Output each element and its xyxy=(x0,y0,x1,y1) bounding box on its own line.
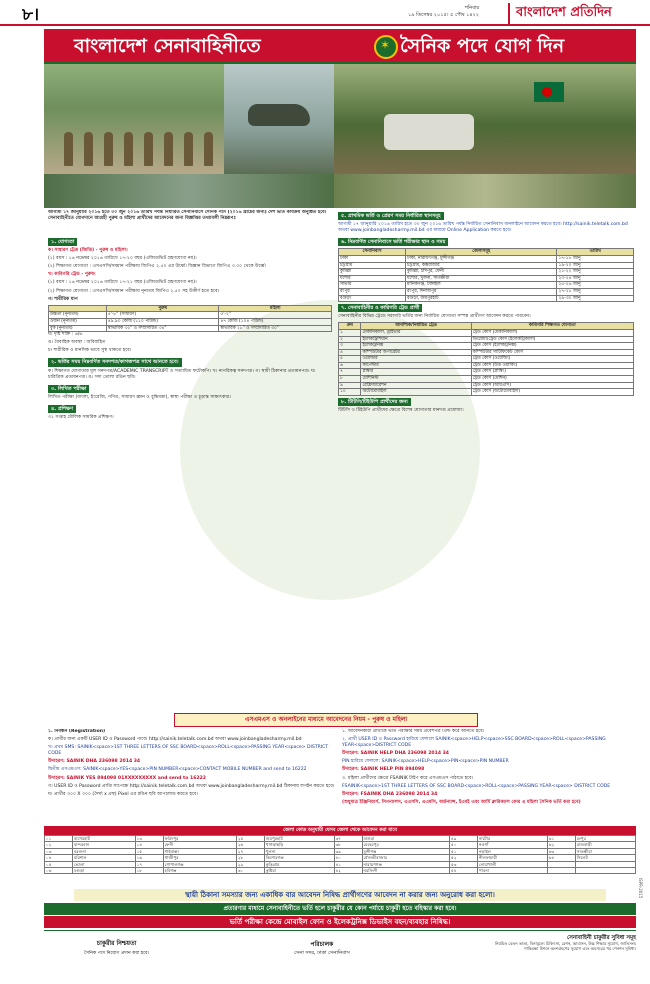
warning-duplicate-application: স্থায়ী ঠিকানা সমস্যার জন্য একাধিক বার আবেদন নিষিদ্ধ প্রার্থীগণের আবেদন না করার জন্য অনুরোধ করা হলো। xyxy=(74,889,606,901)
table-row: ৫ ওয়েল্ডার ট্রেড কোর্স (ওয়েল্ডিং) xyxy=(339,356,634,363)
page-header xyxy=(0,0,650,26)
banner-left-text: বাংলাদেশ সেনাবাহিনীতে xyxy=(74,35,261,57)
table-row: ৭ প্লাম্বার ট্রেড কোর্স (প্লাম্বিং) xyxy=(339,369,634,376)
section-eligibility: ১. যোগ্যতা xyxy=(48,238,77,246)
table-row: ৯ রেফ্রিজারেশন ট্রেড কোর্স (আরএসি) xyxy=(339,382,634,389)
venue-table: সেনানিবাস জেলাসমূহ তারিখ ঢাকা ঢাকা, নারায়ণগঞ্জ, মুন্সীগঞ্জ ১৭-১৮ জানু চট্টগ্রাম চট্টগ্রাম, কক্সবাজার ১৯-২০ জানু কুমিল্লা কুমিল্লা, চাঁদপুর, ফেনী ২১-২২ জানু যশোর যশোর, খুলনা, সাতক্ষীরা ২৩-২৪ জানু সাভার মানিকগঞ্জ, টাঙ্গাইল ২৫-২৬ জানু রংপুর রংপুর, দিনাজপুর ২৭-২৮ জানু বগুড়া বগুড়া, জয়পুরহাট ২৯-৩০ জানু xyxy=(338,248,634,302)
table-row: ৪ কম্পিউটার অপারেটর কম্পিউটার সার্টিফিকেট কোর্স xyxy=(339,349,634,356)
online-application-title: এসএমএস ও অনলাইনের মাধ্যমে আবেদনের নিয়ম - পুরুষ ও মহিলা xyxy=(174,713,478,727)
photo-running-soldiers xyxy=(44,64,224,174)
table-row: ০৪ বরিশাল ১৬ গাজীপুর ২৮ কিশোরগঞ্জ ৪০ মৌলভীবাজার ৫২ নীলফামারী ৬৪ সিলেট xyxy=(45,855,636,861)
table-row: ০৩ বরগুনা ১৫ গাইবান্ধা ২৭ খুলনা ৩৯ মুন্সীগঞ্জ ৫১ নড়াইল ৬৩ সাতক্ষীরা xyxy=(45,848,636,854)
left-column: ১. যোগ্যতা ক। সাধারণ ট্রেড (জিডি) - পুরুষ ও মহিলা। (১) বয়স : ১৬ নভেম্বর ২০১৬ তারিখে ১৭-২০ বছর (এফিডেভিট গ্রহণযোগ্য নয়)। (২) শিক্ষাগত যোগ্যতা : এসএসসি/সমমান পরীক্ষায় জিপিএ ২.৫০ এর উর্ধ্বে। বিজ্ঞান বিভাগে জিপিএ ৩.০০ থেকে উর্ধ্বে। খ। কারিগরি ট্রেড - পুরুষ। (১) বয়স : ১৬ নভেম্বর ২০১৬ তারিখে ১৭-২১ বছর (এফিডেভিট গ্রহণযোগ্য নয়)। (২) শিক্ষাগত যোগ্যতা : এসএসসি/সমমান পরীক্ষায় নূন্যতম জিপিএ ২.৫০ সহ উত্তীর্ণ হতে হবে। গ। শারীরিক মাপ পুরুষ মহিলা উচ্চতা (নূন্যতম) ৫'-৮" (সাধারণ) ৫'-২" ওজন (নূন্যতম) ৪৯.৯০ কেজি (১১০ পাউন্ড) ৪৭ কেজি (১০৪ পাউন্ড) বুক (নূন্যতম) স্বাভাবিক ৩২" ও সম্প্রসারিত ৩৪" স্বাভাবিক ২৮" ও সম্প্রসারিত ৩০" ঘ। দৃষ্টি শক্তি : ৬/৬ ঙ। বৈবাহিক অবস্থা : অবিবাহিত চ। শারীরিক ও মানসিক ভাবে সুস্থ থাকতে হবে। ২. ভর্তির সময় নিম্নবর্ণিত সনদপত্র/কাগজপত্র সাথে আনতে হবে। ক। শিক্ষাগত যোগ্যতার মূল সনদপত্র/ACADEMIC TRANSCRIPT ও সত্যায়িত ফটোকপি। খ। নাগরিকত্ব সনদপত্র। গ। স্থায়ী ঠিকানার প্রত্যয়নপত্র। ঘ। চারিত্রিক প্রত্যয়নপত্র। ঙ। সদ্য তোলা রঙিন ছবি। ৩. লিখিত পরীক্ষা লিখিত পরীক্ষা (বাংলা, ইংরেজি, গণিত, সাধারণ জ্ঞান ও বুদ্ধিমত্তা), স্বাস্থ্য পরীক্ষা ও চূড়ান্ত সাক্ষাৎকার। ৪. প্রশিক্ষণ ৩২ সপ্তাহ মৌলিক সামরিক প্রশিক্ষণ। xyxy=(48,236,332,706)
physical-requirements-table: পুরুষ মহিলা উচ্চতা (নূন্যতম) ৫'-৮" (সাধারণ) ৫'-২" ওজন (নূন্যতম) ৪৯.৯০ কেজি (১১০ পাউন্ড) ৪৭ কেজি (১০৪ পাউন্ড) বুক (নূন্যতম) স্বাভাবিক ৩২" ও সম্প্রসারিত ৩৪" স্বাভাবিক ২৮" ও সম্প্রসারিত ৩০" xyxy=(48,305,332,332)
banner-right-text: সৈনিক পদে যোগ দিন xyxy=(400,35,565,57)
footer-left: চাকুরীর নিশ্চয়তা সৈনিক পদে নিয়োগ প্রদান করা হবে। xyxy=(84,940,150,956)
table-row: ০৫ ভোলা ১৭ গোপালগঞ্জ ২৯ কুড়িগ্রাম ৪১ নারায়ণগঞ্জ ৫৩ নোয়াখালী xyxy=(45,861,636,867)
trade-table: ক্রম আবশ্যিক/নির্ধারিত ট্রেড কারিগরি শিক্ষাগত যোগ্যতা ১ মেকানিক্যাল, ড্রাইভার ট্রেড কোর্স (মেকানিক্যাল) ২ ইলেকট্রিশিয়ান ডিপ্লোমা/ট্রেড কোর্স (ইলেকট্রিক্যাল) ৩ ইলেকট্রনিক্স ট্রেড কোর্স (ইলেকট্রনিক্স) ৪ কম্পিউটার অপারেটর কম্পিউটার সার্টিফিকেট কোর্স ৫ ওয়েল্ডার ট্রেড কোর্স (ওয়েল্ডিং) ৬ কার্পেন্টার ট্রেড কোর্স (উড ওয়ার্কিং) ৭ প্লাম্বার ট্রেড কোর্স (প্লাম্বিং) ৮ মেশিনিস্ট ট্রেড কোর্স (মেশিন) ৯ রেফ্রিজারেশন ট্রেড কোর্স (আরএসি) ১০ অটোমোবাইল ট্রেড কোর্স (অটোমোবাইল) xyxy=(338,322,634,396)
table-row: ০১ বাগেরহাট ১৩ ফরিদপুর ২৫ জয়পুরহাট ৩৭ মাগুরা ৪৯ নাটোর ৬১ রংপুর xyxy=(45,836,636,842)
date-full: ১৯ ডিসেম্বর ২০১৫। ৫ পৌষ ১৪২২ xyxy=(408,12,480,18)
table-row: ৮ মেশিনিস্ট ট্রেড কোর্স (মেশিন) xyxy=(339,376,634,383)
section-ttc: ৮. টিটিসি/টিইউপি প্রার্থীদের জন্য xyxy=(338,398,411,406)
section-written-test: ৩. লিখিত পরীক্ষা xyxy=(48,385,89,393)
footer-benefits: সেনাবাহিনী চাকুরীর সুবিধা সমূহ নিয়মিত বেতন ভাতা, বিনামূল্যে চিকিৎসা, রেশন, আবাসন, উচ্চ শিক্ষার সুযোগ, জাতিসংঘ শান্তিরক্ষা মিশনে অংশগ্রহণের সুযোগ এবং অবসরের পর পেনশন সুবিধা। xyxy=(494,935,636,951)
table-row: ১০ অটোমোবাইল ট্রেড কোর্স (অটোমোবাইল) xyxy=(339,389,634,396)
online-left-column: ১. নিবন্ধন (Registration) ক। প্রার্থীর জন্য একটি USER ID ও Password পাবে। http://sainik.teletalk.com.bd অথবা www.joinbangladesharmy.mil.bd খ। প্রথম SMS: SAINIK<space>1ST THREE LETTERS OF SSC BOARD<space>ROLL<space>PASSING YEAR<space> DISTRICT CODE উদাহরণ: SAINIK DHA 236098 2014 34 দ্বিতীয় এসএমএস: SAINIK<space>YES<space>PIN NUMBER<space>CONTACT MOBILE NUMBER and send to 16222 উদাহরণ: SAINIK YES 894098 01XXXXXXXXX and send to 16222 গ। USER ID ও Password প্রাপ্তি সাপেক্ষে http://sainik.teletalk.com.bd অথবা www.joinbangladesharmy.mil.bd ঠিকানায় লগইন করতে হবে। ঘ। প্রার্থীর ৩০০ X ৩০০ (দৈর্ঘ্য x প্রস্থ) Pixel এর রঙিন ছবি আপলোড করতে হবে। xyxy=(48,729,335,797)
table-row: ঢাকা ঢাকা, নারায়ণগঞ্জ, মুন্সীগঞ্জ ১৭-১৮ জানু xyxy=(339,255,634,262)
date-weekday: শনিবার xyxy=(464,5,480,11)
table-row: বুক (নূন্যতম) স্বাভাবিক ৩২" ও সম্প্রসারিত ৩৪" স্বাভাবিক ২৮" ও সম্প্রসারিত ৩০" xyxy=(49,325,332,332)
table-row: সাভার মানিকগঞ্জ, টাঙ্গাইল ২৫-২৬ জানু xyxy=(339,282,634,289)
table-row: ৬ কার্পেন্টার ট্রেড কোর্স (উড ওয়ার্কিং) xyxy=(339,362,634,369)
ad-id: ISPR-2015 xyxy=(638,878,643,899)
table-row: ০২ বান্দরবান ১৪ ফেনী ২৬ খাগড়াছড়ি ৩৮ মেহেরপুর ৫০ নওগাঁ ৬২ রাজবাড়ী xyxy=(45,842,636,848)
newspaper-brand: বাংলাদেশ প্রতিদিন xyxy=(508,3,612,24)
army-emblem-icon xyxy=(374,35,398,59)
section-documents: ২. ভর্তির সময় নিম্নবর্ণিত সনদপত্র/কাগজপত্র সাথে আনতে হবে। xyxy=(48,358,182,366)
table-row: ০৬ বগুড়া ১৮ হবিগঞ্জ ৩০ কুষ্টিয়া ৪২ নরসিংদী ৫৪ পাবনা xyxy=(45,868,636,874)
table-row: ওজন (নূন্যতম) ৪৯.৯০ কেজি (১১০ পাউন্ড) ৪৭ কেজি (১০৪ পাউন্ড) xyxy=(49,318,332,325)
intro-text: আগামী ১৭ জানুয়ারি ২০১৬ হতে ৩০ জুন ২০১৬ তারিখ পর্যন্ত নির্ধারিত সেনানিবাসে সৈনিক পদে (২০১৬ খ্রাচের জন্য) দেশ ভর্তি কার্যক্রম অনুষ্ঠিত হবে। সেনাবাহিনীতে যোগদানে আগ্রহী পুরুষ ও মহিলা প্রার্থীদের আবেদনের জন্য বিজ্ঞপ্তির তথ্যাবলী নিম্নরূপঃ xyxy=(48,210,327,222)
table-row: ৩ ইলেকট্রনিক্স ট্রেড কোর্স (ইলেকট্রনিক্স) xyxy=(339,343,634,350)
table-row: কুমিল্লা কুমিল্লা, চাঁদপুর, ফেনী ২১-২২ জানু xyxy=(339,269,634,276)
table-row: যশোর যশোর, খুলনা, সাতক্ষীরা ২৩-২৪ জানু xyxy=(339,275,634,282)
district-title: জেলা কোড অনুযায়ী যেসব জেলা থেকে আবেদন করা যাবে xyxy=(44,826,636,835)
warning-mobile-prohibited: ভর্তি পরীক্ষা কেন্দ্রে মোবাইল ফোন ও ইলেকট্রনিক্স ডিভাইস বহন/ব্যবহার নিষিদ্ধ। xyxy=(44,916,636,928)
section-training: ৪. প্রশিক্ষণ xyxy=(48,405,76,413)
photo-collage xyxy=(44,64,636,208)
online-right-column: ১. আবেদনকারী প্রার্থীকে ভর্তি পরীক্ষার সময় প্রবেশপত্র প্রিন্ট করে আনতে হবে। ২. প্রার্থী USER ID ও Password হারিয়ে ফেললে SAINIK<space>HELP<space>SSC BOARD<space>ROLL<space>PASSING YEAR<space>DISTRICT CODE উদাহরণ: SAINIK HELP DHA 236098 2014 34 PIN হারিয়ে ফেললে: SAINIK<space>HELP<space>PIN<space>PIN NUMBER উদাহরণ: SAINIK HELP PIN 894098 ৩. মহিলা প্রার্থীদের ক্ষেত্রে FSAINIK টাইপ করে এসএমএস পাঠাতে হবে। FSAINIK<space>1ST THREE LETTERS OF SSC BOARD<space>ROLL<space>PASSING YEAR<space> DISTRICT CODE উদাহরণ: FSAINIK DHA 236098 2014 34 (শুধুমাত্র ইঞ্জিনিয়ার্স, সিগন্যালস, এএসসি, এএমসি, অর্ডন্যান্স, ইএমই এবং আর্মি ক্লারিক্যাল কোর এ মহিলা সৈনিক ভর্তি করা হবে) xyxy=(342,729,611,805)
table-row: উচ্চতা (নূন্যতম) ৫'-৮" (সাধারণ) ৫'-২" xyxy=(49,312,332,319)
page-number: ৮। xyxy=(22,5,40,25)
section-venues: ৬. নিম্নবর্ণিত সেনানিবাসে ভর্তি পরীক্ষার স্থান ও সময় xyxy=(338,238,448,246)
publication-date xyxy=(408,5,479,19)
footer-signature: পরিচালক সেনা সদর, ঢাকা সেনানিবাস xyxy=(294,941,350,956)
table-row: রংপুর রংপুর, দিনাজপুর ২৭-২৮ জানু xyxy=(339,288,634,295)
table-row: বগুড়া বগুড়া, জয়পুরহাট ২৯-৩০ জানু xyxy=(339,295,634,302)
ad-footer xyxy=(44,930,636,981)
photo-un-apc xyxy=(334,64,636,174)
photo-field xyxy=(334,174,636,208)
district-code-table xyxy=(44,835,636,880)
right-column: ৫. প্রাথমিক ভর্তি ও প্রেরণ সময় নির্ধারিত স্থানসমূহ আগামী ১৭ জানুয়ারি ২০১৬ তারিখ হতে ৩০ জুন ২০১৬ তারিখ পর্যন্ত নির্ধারিত সেনানিবাস অনলাইনে আবেদন করতে হবে। http://sainik.teletalk.com.bd অথবা www.joinbangladesharmy.mil.bd এর মাধ্যমে Online Application করতে হবে। ৬. নিম্নবর্ণিত সেনানিবাসে ভর্তি পরীক্ষার স্থান ও সময় সেনানিবাস জেলাসমূহ তারিখ ঢাকা ঢাকা, নারায়ণগঞ্জ, মুন্সীগঞ্জ ১৭-১৮ জানু চট্টগ্রাম চট্টগ্রাম, কক্সবাজার ১৯-২০ জানু কুমিল্লা কুমিল্লা, চাঁদপুর, ফেনী ২১-২২ জানু যশোর যশোর, খুলনা, সাতক্ষীরা ২৩-২৪ জানু সাভার মানিকগঞ্জ, টাঙ্গাইল ২৫-২৬ জানু রংপুর রংপুর, দিনাজপুর ২৭-২৮ জানু বগুড়া বগুড়া, জয়পুরহাট ২৯-৩০ জানু ৭. সেনাবাহিনীর ও কারিগরি ট্রেড প্রার্থী সেনাবাহিনীর বিভিন্ন ট্রেডে সরাসরি ভর্তির জন্য নির্ধারিত যোগ্যতা সম্পন্ন প্রার্থীগণ আবেদন করতে পারবেন। ক্রম আবশ্যিক/নির্ধারিত ট্রেড কারিগরি শিক্ষাগত যোগ্যতা ১ মেকানিক্যাল, ড্রাইভার ট্রেড কোর্স (মেকানিক্যাল) ২ ইলেকট্রিশিয়ান ডিপ্লোমা/ট্রেড কোর্স (ইলেকট্রিক্যাল) ৩ ইলেকট্রনিক্স ট্রেড কোর্স (ইলেকট্রনিক্স) ৪ কম্পিউটার অপারেটর কম্পিউটার সার্টিফিকেট কোর্স ৫ ওয়েল্ডার ট্রেড কোর্স (ওয়েল্ডিং) ৬ কার্পেন্টার ট্রেড কোর্স (উড ওয়ার্কিং) ৭ প্লাম্বার ট্রেড কোর্স (প্লাম্বিং) ৮ মেশিনিস্ট ট্রেড কোর্স (মেশিন) ৯ রেফ্রিজারেশন ট্রেড কোর্স (আরএসি) ১০ অটোমোবাইল ট্রেড কোর্স (অটোমোবাইল) ৮. টিটিসি/টিইউপি প্রার্থীদের জন্য টিটিসি ও টিইউপি প্রার্থীদের ক্ষেত্রে বিশেষ যোগ্যতার মানদণ্ড প্রযোজ্য। xyxy=(338,210,634,708)
section-trades: ৭. সেনাবাহিনীর ও কারিগরি ট্রেড প্রার্থী xyxy=(338,304,422,312)
warning-fraud: প্রতারণার মাধ্যমে সেনাবাহিনীতে ভর্তি হলে চাকুরীর যে কোন পর্যায়ে চাকুরী হতে বহিস্কার করা হবে। xyxy=(44,903,636,915)
table-row: ১ মেকানিক্যাল, ড্রাইভার ট্রেড কোর্স (মেকানিক্যাল) xyxy=(339,329,634,336)
photo-helicopter xyxy=(224,64,334,174)
photo-training xyxy=(44,174,334,208)
ad-banner xyxy=(44,29,636,64)
section-admission-schedule: ৫. প্রাথমিক ভর্তি ও প্রেরণ সময় নির্ধারিত স্থানসমূহ xyxy=(338,212,444,220)
table-row: চট্টগ্রাম চট্টগ্রাম, কক্সবাজার ১৯-২০ জানু xyxy=(339,262,634,269)
table-row: ২ ইলেকট্রিশিয়ান ডিপ্লোমা/ট্রেড কোর্স (ইলেকট্রিক্যাল) xyxy=(339,336,634,343)
